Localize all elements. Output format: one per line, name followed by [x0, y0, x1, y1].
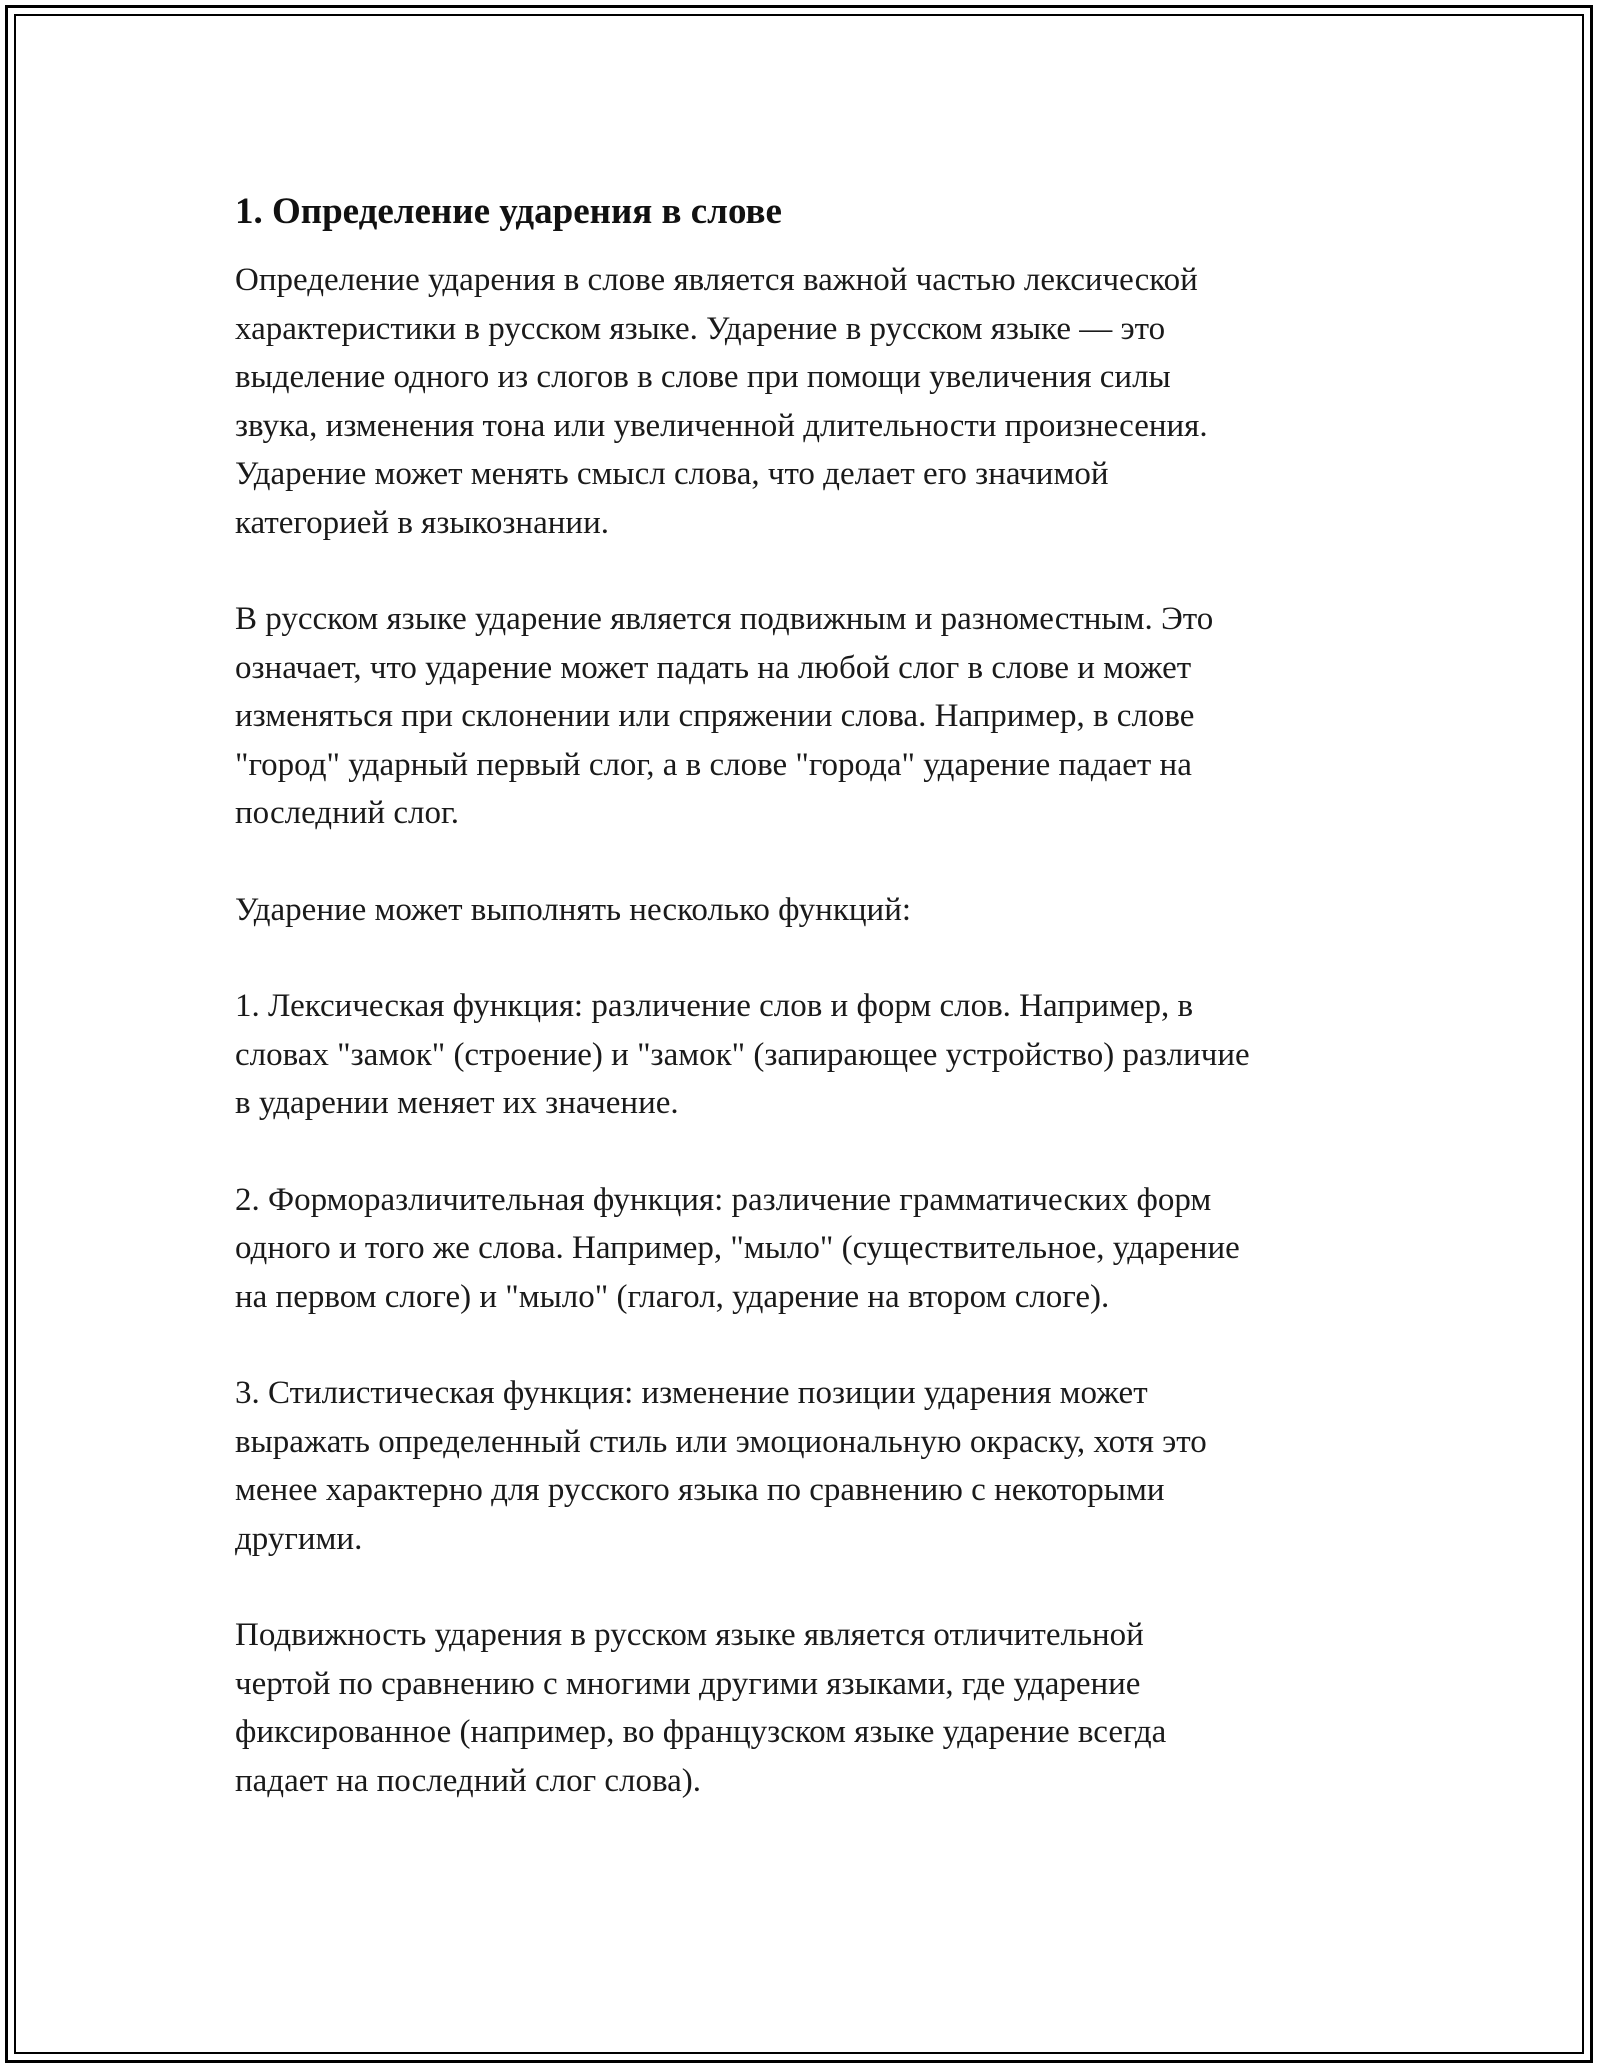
text-line: фиксированное (например, во французском языке ударение всегда	[235, 1714, 1167, 1750]
text-line: падает на последний слог слова).	[235, 1762, 701, 1799]
text-line: 2. Форморазличительная функция: различение грамматических форм	[235, 1181, 1212, 1218]
section-title: 1. Определение ударения в слове	[235, 191, 782, 232]
paragraph-mobility	[235, 595, 1375, 838]
text-line: менее характерно для русского языка по сравнению с некоторыми	[235, 1472, 1165, 1508]
paragraph-conclusion	[235, 1611, 1375, 1805]
paragraph-functions-intro	[235, 886, 1375, 935]
text-line: другими.	[235, 1520, 363, 1557]
text-line: на первом слоге) и "мыло" (глагол, ударение на втором слоге).	[235, 1278, 1110, 1315]
paragraph-form-function	[235, 1176, 1375, 1322]
text-line: 3. Стилистическая функция: изменение позиции ударения может	[235, 1375, 1148, 1411]
paragraph-lexical-function	[235, 982, 1375, 1128]
paragraph-stylistic-function	[235, 1369, 1375, 1563]
paragraph-definition	[235, 256, 1375, 547]
text-line: 1. Лексическая функция: различение слов и форм слов. Например, в	[235, 988, 1194, 1024]
text-line: означает, что ударение может падать на любой слог в слове и может	[235, 649, 1192, 686]
text-line: одного и того же слова. Например, "мыло" (существительное, ударение	[235, 1230, 1240, 1266]
text-line: Определение ударения в слове является важной частью лексической	[235, 262, 1198, 298]
text-line: изменяться при склонении или спряжении слова. Например, в слове	[235, 698, 1195, 734]
text-line: чертой по сравнению с многими другими языками, где ударение	[235, 1665, 1141, 1702]
text-line: "город" ударный первый слог, а в слове "города" ударение падает на	[235, 746, 1192, 783]
text-line: характеристики в русском языке. Ударение в русском языке — это	[235, 310, 1166, 347]
text-line: в ударении меняет их значение.	[235, 1085, 679, 1121]
text-line: выражать определенный стиль или эмоциональную окраску, хотя это	[235, 1423, 1207, 1460]
text-line: Ударение может менять смысл слова, что делает его значимой	[235, 456, 1109, 492]
document-body	[235, 186, 1375, 1853]
text-line: выделение одного из слогов в слове при помощи увеличения силы	[235, 359, 1171, 395]
text-line: словах "замок" (строение) и "замок" (запирающее устройство) различие	[235, 1036, 1250, 1073]
text-line: последний слог.	[235, 795, 460, 831]
text-line: Ударение может выполнять несколько функций:	[235, 891, 912, 928]
text-line: категорией в языкознании.	[235, 504, 609, 541]
text-line: звука, изменения тона или увеличенной длительности произнесения.	[235, 407, 1208, 444]
text-line: Подвижность ударения в русском языке является отличительной	[235, 1617, 1144, 1653]
text-line: В русском языке ударение является подвижным и разноместным. Это	[235, 601, 1214, 637]
